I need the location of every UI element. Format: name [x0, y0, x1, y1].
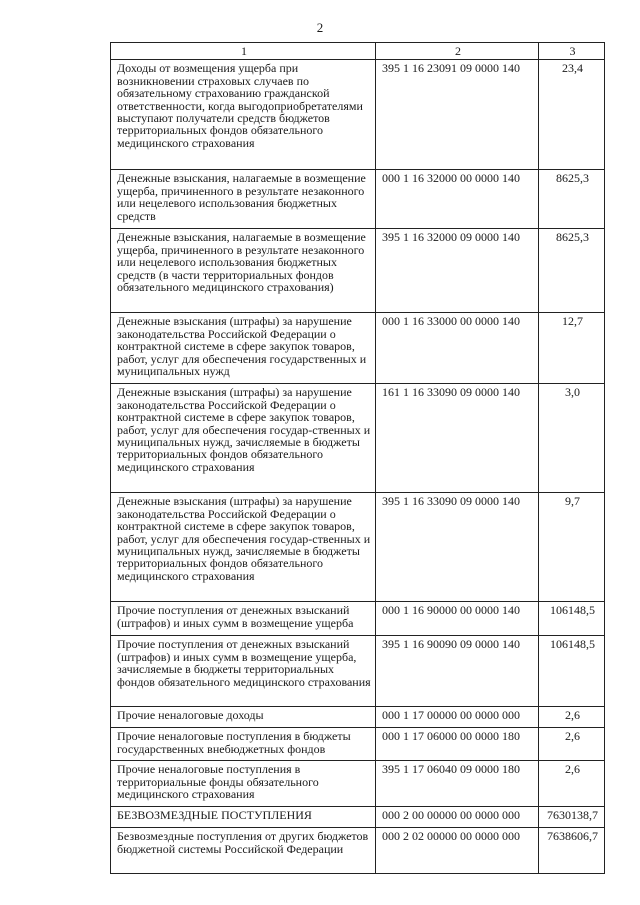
table-row — [111, 170, 605, 229]
amount: 7630138,7 — [539, 807, 605, 828]
table-row — [111, 728, 605, 761]
table-row — [111, 384, 605, 493]
table-row — [111, 602, 605, 636]
amount: 2,6 — [539, 761, 605, 807]
amount: 9,7 — [539, 493, 605, 602]
table-row — [111, 229, 605, 313]
table-row — [111, 807, 605, 828]
table-row — [111, 493, 605, 602]
revenue-name: Доходы от возмещения ущерба при возникновении страховых случаев по обязательному страхованию гражданской ответственности, когда выгодоприобретателями выступают получатели средств бюджетов территориальных фондов обязательного медицинского страхования — [111, 60, 376, 170]
budget-code: 395 1 16 32000 09 0000 140 — [376, 229, 539, 313]
revenue-name: Денежные взыскания (штрафы) за нарушение законодательства Российской Федерации о контрактной системе в сфере закупок товаров, работ, услуг для обеспечения государ-ственных и муниципальных нужд, зачисляемые в бюджеты территориальных фондов обязательного медицинского страхования — [111, 493, 376, 602]
revenue-name: Денежные взыскания (штрафы) за нарушение законодательства Российской Федерации о контрактной системе в сфере закупок товаров, работ, услуг для обеспечения государ-ственных и муниципальных нужд, зачисляемые в бюджеты территориальных фондов обязательного медицинского страхования — [111, 384, 376, 493]
budget-code: 161 1 16 33090 09 0000 140 — [376, 384, 539, 493]
budget-code: 000 1 17 06000 00 0000 180 — [376, 728, 539, 761]
revenue-name: Денежные взыскания (штрафы) за нарушение законодательства Российской Федерации о контрактной системе в сфере закупок товаров, работ, услуг для обеспечения государственных и муниципальных нужд — [111, 313, 376, 384]
budget-code: 395 1 16 23091 09 0000 140 — [376, 60, 539, 170]
budget-code: 000 2 02 00000 00 0000 000 — [376, 828, 539, 874]
budget-code: 000 2 00 00000 00 0000 000 — [376, 807, 539, 828]
page-number: 2 — [316, 20, 324, 35]
revenue-name: Прочие поступления от денежных взысканий (штрафов) и иных сумм в возмещение ущерба — [111, 602, 376, 636]
revenue-table — [110, 42, 605, 874]
amount: 106148,5 — [539, 602, 605, 636]
table-row — [111, 707, 605, 728]
amount: 7638606,7 — [539, 828, 605, 874]
budget-code: 000 1 16 32000 00 0000 140 — [376, 170, 539, 229]
revenue-name: Прочие неналоговые поступления в бюджеты государственных внебюджетных фондов — [111, 728, 376, 761]
budget-code: 395 1 17 06040 09 0000 180 — [376, 761, 539, 807]
revenue-name: Прочие неналоговые доходы — [111, 707, 376, 728]
amount: 106148,5 — [539, 636, 605, 707]
amount: 8625,3 — [539, 170, 605, 229]
revenue-name: Прочие поступления от денежных взысканий (штрафов) и иных сумм в возмещение ущерба, зачисляемые в бюджеты территориальных фондов обязательного медицинского страхования — [111, 636, 376, 707]
budget-code: 395 1 16 33090 09 0000 140 — [376, 493, 539, 602]
amount: 3,0 — [539, 384, 605, 493]
table-row — [111, 60, 605, 170]
budget-code: 000 1 16 90000 00 0000 140 — [376, 602, 539, 636]
amount: 23,4 — [539, 60, 605, 170]
revenue-name: Денежные взыскания, налагаемые в возмещение ущерба, причиненного в результате незаконного или нецелевого использования бюджетных средств (в части территориальных фондов обязательного медицинского страхования) — [111, 229, 376, 313]
revenue-name: Прочие неналоговые поступления в территориальные фонды обязательного медицинского страхования — [111, 761, 376, 807]
budget-code: 395 1 16 90090 09 0000 140 — [376, 636, 539, 707]
table-row — [111, 761, 605, 807]
table-row — [111, 636, 605, 707]
table-row — [111, 313, 605, 384]
budget-code: 000 1 17 00000 00 0000 000 — [376, 707, 539, 728]
amount: 12,7 — [539, 313, 605, 384]
budget-code: 000 1 16 33000 00 0000 140 — [376, 313, 539, 384]
table-header-row — [111, 43, 605, 60]
table-row — [111, 828, 605, 874]
column-header-2: 2 — [376, 43, 539, 60]
amount: 2,6 — [539, 707, 605, 728]
amount: 2,6 — [539, 728, 605, 761]
column-header-1: 1 — [111, 43, 376, 60]
revenue-name: Безвозмездные поступления от других бюджетов бюджетной системы Российской Федерации — [111, 828, 376, 874]
revenue-name: Денежные взыскания, налагаемые в возмещение ущерба, причиненного в результате незаконного или нецелевого использования бюджетных средств — [111, 170, 376, 229]
amount: 8625,3 — [539, 229, 605, 313]
column-header-3: 3 — [539, 43, 605, 60]
revenue-name: БЕЗВОЗМЕЗДНЫЕ ПОСТУПЛЕНИЯ — [111, 807, 376, 828]
